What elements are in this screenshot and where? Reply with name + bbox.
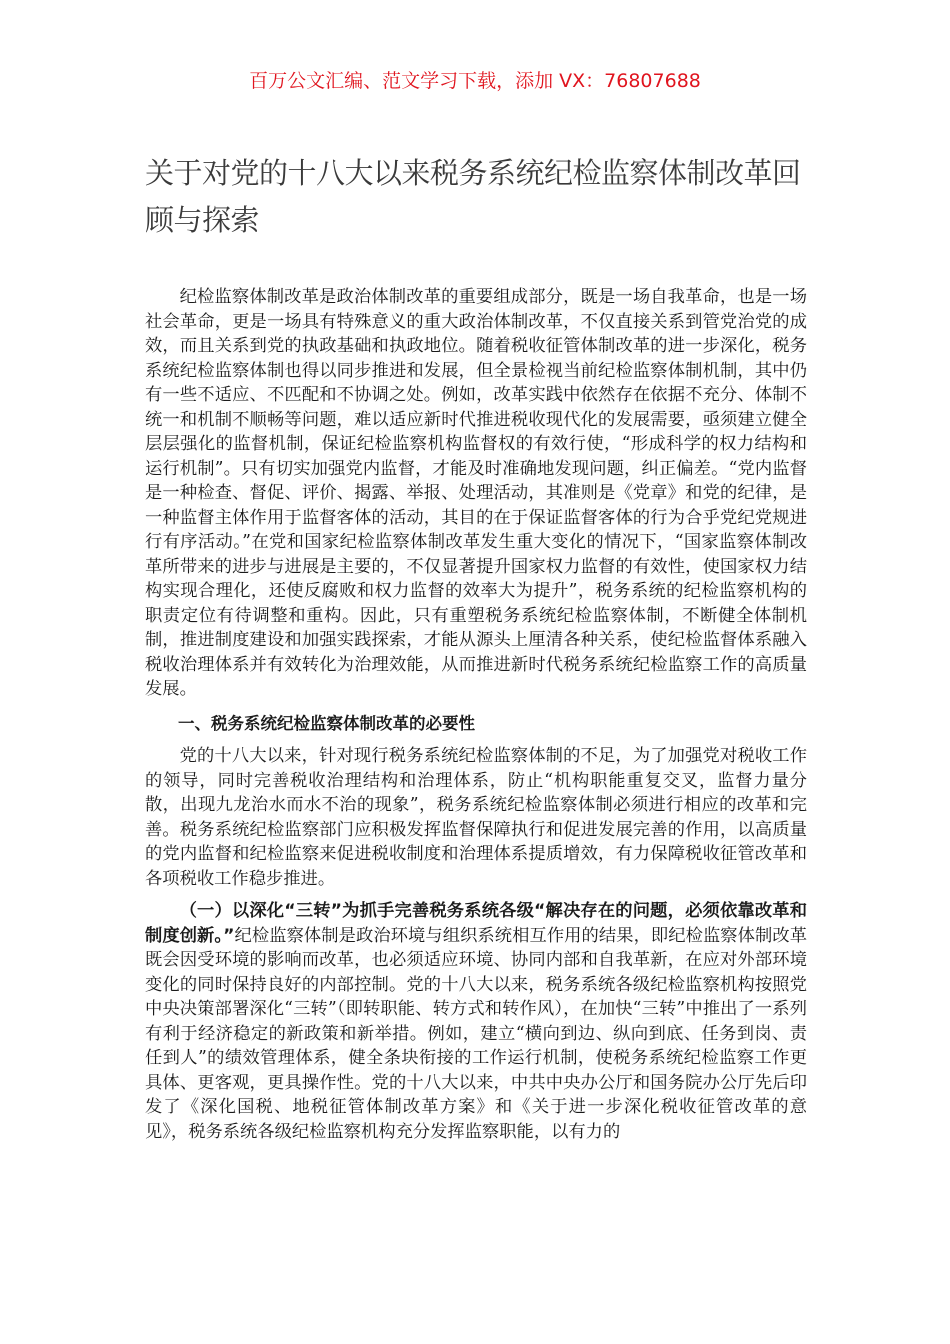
section-heading: 一、税务系统纪检监察体制改革的必要性 (178, 713, 475, 733)
intro-paragraph: 纪检监察体制改革是政治体制改革的重要组成部分，既是一场自我革命，也是一场社会革命，更是一场具有特殊意义的重大政治体制改革，不仅直接关系到管党治党的成效，而且关系到党的执政基础和执政地位。随着税收征管体制改革的进一步深化，税务系统纪检监察体制也得以同步推进和发展，但全景检视当前纪检监察体制机制，其中仍有一些不适应、不匹配和不协调之处。例如，改革实践中依然存在依据不充分、体制不统一和机制不顺畅等问题，难以适应新时代推进税收现代化的发展需要，亟须建立健全层层强化的监督机制，保证纪检监察机构监督权的有效行使，“形成科学的权力结构和运行机制”。只有切实加强党内监督，才能及时准确地发现问题，纠正偏差。“党内监督是一种检查、督促、评价、揭露、举报、处理活动，其准则是《党章》和党的纪律，是一种监督主体作用于监督客体的活动，其目的在于保证监督客体的行为合乎党纪党规进行有序活动。”在党和国家纪检监察体制改革发生重大变化的情况下，“国家监察体制改革所带来的进步与进展是主要的，不仅显著提升国家权力监督的有效性，使国家权力结构实现合理化，还使反腐败和权力监督的效率大为提升”，税务系统的纪检监察机构的职责定位有待调整和重构。因此，只有重塑税务系统纪检监察体制，不断健全体制机制，推进制度建设和加强实践探索，才能从源头上厘清各种关系，使纪检监督体系融入税收治理体系并有效转化为治理效能，从而推进新时代税务系统纪检监察工作的高质量发展。 (145, 287, 807, 699)
document-body (145, 285, 807, 1144)
subsection-heading: （一）以深化“三转”为抓手完善税务系统各级“解决存在的问题，必须依靠改革和制度创新。” (145, 901, 807, 946)
subsection-paragraph (145, 899, 807, 1144)
watermark-banner: 百万公文汇编、范文学习下载，添加 VX：76807688 (249, 70, 701, 92)
section-paragraph: 党的十八大以来，针对现行税务系统纪检监察体制的不足，为了加强党对税收工作的领导，同时完善税收治理结构和治理体系，防止“机构职能重复交叉，监督力量分散，出现九龙治水而水不治的现象”，税务系统纪检监察体制必须进行相应的改革和完善。税务系统纪检监察部门应积极发挥监督保障执行和促进发展完善的作用，以高质量的党内监督和纪检监察来促进税收制度和治理体系提质增效，有力保障税收征管改革和各项税收工作稳步推进。 (145, 746, 807, 889)
document-title: 关于对党的十八大以来税务系统纪检监察体制改革回顾与探索 (145, 156, 801, 237)
subsection-text: 纪检监察体制是政治环境与组织系统相互作用的结果，即纪检监察体制改革既会因受环境的影响而改革，也必须适应环境、协同内部和自我革新，在应对外部环境变化的同时保持良好的内部控制。党的十八大以来，税务系统各级纪检监察机构按照党中央决策部署深化“三转”（即转职能、转方式和转作风），在加快“三转”中推出了一系列有利于经济稳定的新政策和新举措。例如，建立“横向到边、纵向到底、任务到岗、责任到人”的绩效管理体系，健全条块衔接的工作运行机制，使税务系统纪检监察工作更具体、更客观，更具操作性。党的十八大以来，中共中央办公厅和国务院办公厅先后印发了《深化国税、地税征管体制改革方案》和《关于进一步深化税收征管改革的意见》，税务系统各级纪检监察机构充分发挥监察职能，以有力的 (145, 925, 807, 1142)
spacer (145, 891, 807, 899)
